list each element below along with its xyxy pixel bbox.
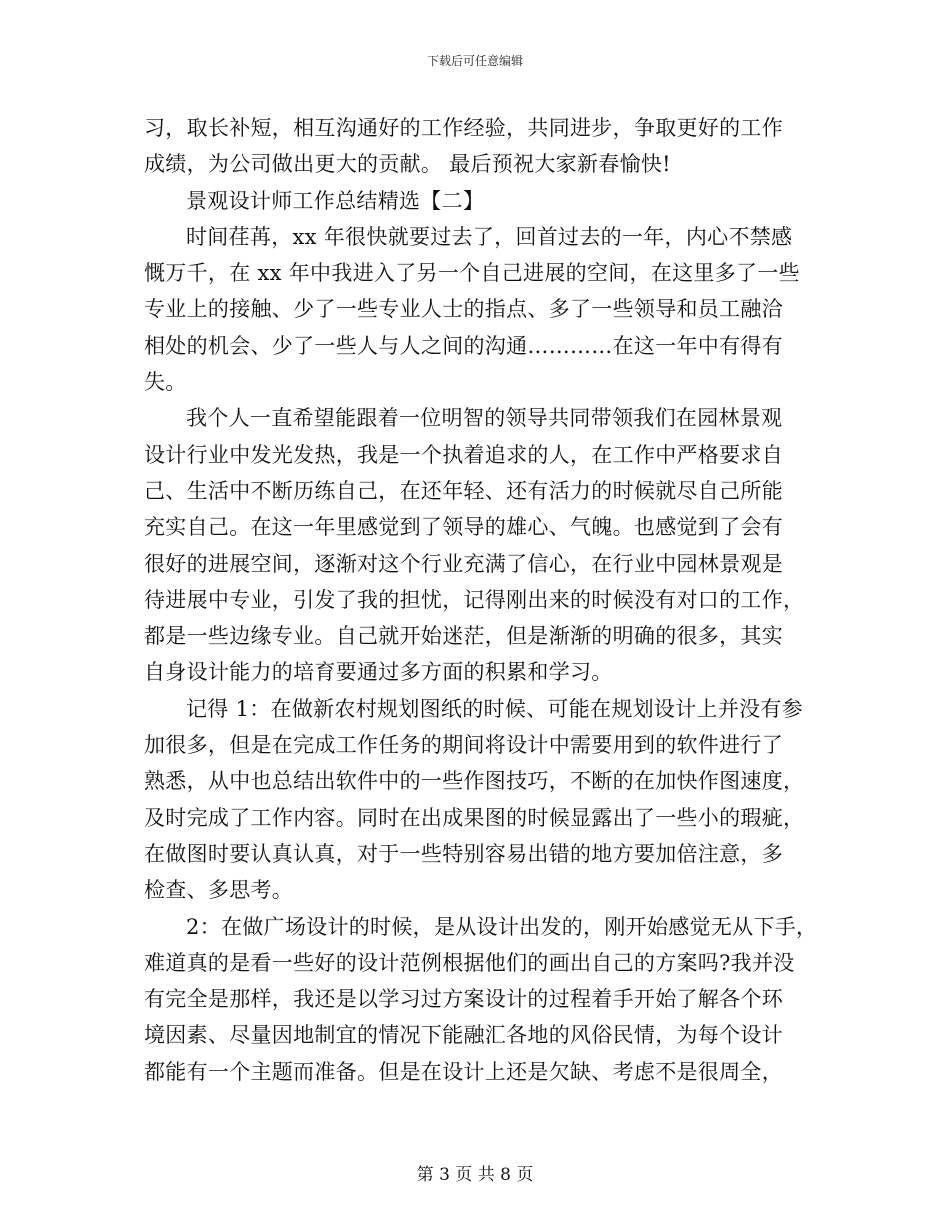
- text-line: 都是一些边缘专业。自己就开始迷茫，但是渐渐的明确的很多，其实: [144, 624, 783, 649]
- text-line: 充实自己。在这一年里感觉到了领导的雄心、气魄。也感觉到了会有: [144, 515, 783, 540]
- document-body: [144, 110, 816, 1090]
- text-line: 境因素、尽量因地制宜的情况下能融汇各地的风俗民情，为每个设计: [144, 1023, 783, 1048]
- text-line: 在做图时要认真认真，对于一些特别容易出错的地方要加倍注意，多: [144, 841, 783, 866]
- text-line: 熟悉，从中也总结出软件中的一些作图技巧，不断的在加快作图速度，: [144, 769, 805, 794]
- text-line: 很好的进展空间，逐渐对这个行业充满了信心，在行业中园林景观是: [144, 551, 783, 576]
- text-line: 己、生活中不断历练自己，在还年轻、还有活力的时候就尽自己所能: [144, 478, 783, 503]
- text-line: 有完全是那样，我还是以学习过方案设计的过程着手开始了解各个环: [144, 987, 783, 1012]
- section-heading: 景观设计师工作总结精选【二】: [186, 188, 485, 213]
- text-line: 时间荏苒，xx 年很快就要过去了，回首过去的一年，内心不禁感: [186, 224, 793, 249]
- text-line: 难道真的是看一些好的设计范例根据他们的画出自己的方案吗?我并没: [144, 950, 795, 975]
- text-line: 设计行业中发光发热，我是一个执着追求的人，在工作中严格要求自: [144, 442, 783, 467]
- text-line: 记得 1：在做新农村规划图纸的时候、可能在规划设计上并没有参: [186, 696, 804, 721]
- text-line: 检查、多思考。: [144, 878, 294, 903]
- text-line: 自身设计能力的培育要通过多方面的积累和学习。: [144, 660, 613, 685]
- page-footer: 第 3 页 共 8 页: [416, 1165, 534, 1185]
- text-line: 习，取长补短，相互沟通好的工作经验，共同进步，争取更好的工作: [144, 116, 783, 140]
- text-line: 都能有一个主题而准备。但是在设计上还是欠缺、考虑不是很周全，: [144, 1059, 783, 1084]
- text-line: 相处的机会、少了一些人与人之间的沟通…………在这一年中有得有: [144, 333, 783, 358]
- text-line: 我个人一直希望能跟着一位明智的领导共同带领我们在园林景观: [186, 406, 783, 431]
- text-line: 专业上的接触、少了一些专业人士的指点、多了一些领导和员工融洽: [144, 297, 783, 322]
- text-line: 成绩，为公司做出更大的贡献。 最后预祝大家新春愉快!: [144, 152, 671, 177]
- text-line: 及时完成了工作内容。同时在出成果图的时候显露出了一些小的瑕疵，: [144, 805, 805, 830]
- text-line: 2：在做广场设计的时候，是从设计出发的，刚开始感觉无从下手，: [186, 914, 818, 939]
- text-line: 待进展中专业，引发了我的担忧，记得刚出来的时候没有对口的工作，: [144, 587, 805, 612]
- text-line: 失。: [144, 370, 187, 395]
- page-header: 下载后可任意编辑: [426, 54, 523, 68]
- text-line: 加很多，但是在完成工作任务的期间将设计中需要用到的软件进行了: [144, 733, 783, 758]
- text-line: 慨万千，在 xx 年中我进入了另一个自己进展的空间，在这里多了一些: [144, 261, 800, 286]
